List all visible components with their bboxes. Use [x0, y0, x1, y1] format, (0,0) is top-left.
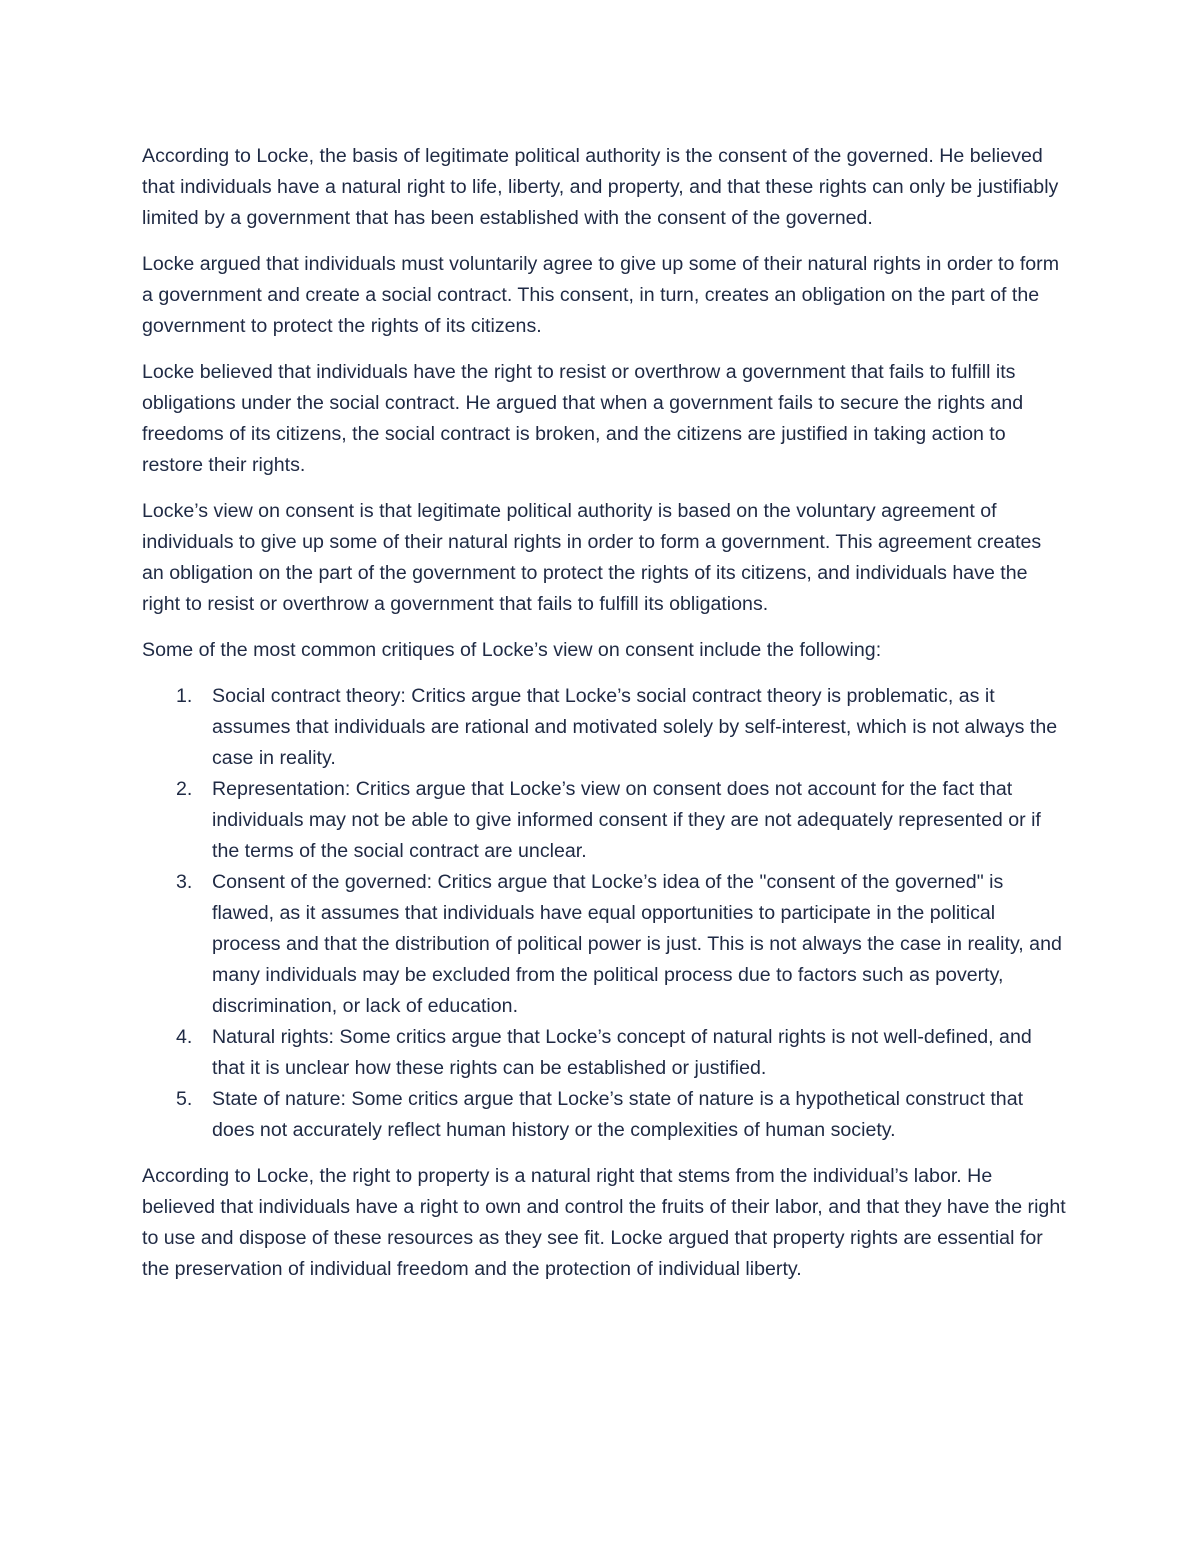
list-item: [142, 867, 1067, 1022]
list-item-number: 4.: [176, 1026, 193, 1048]
list-item: [142, 774, 1067, 867]
list-item-text: State of nature: Some critics argue that Locke’s state of nature is a hypothetical construct that does not accurately reflect human history or the complexities of human society.: [212, 1088, 1024, 1141]
list-item: [142, 681, 1067, 774]
list-item: [142, 1084, 1067, 1146]
list-item-number: 1.: [176, 685, 193, 707]
paragraph-property-right: According to Locke, the right to property is a natural right that stems from the individual’s labor. He believed that individuals have a right to own and control the fruits of their labor, and that they have the right to use and dispose of these resources as they see fit. Locke argued that property rights are essential for the preservation of individual freedom and the protection of individual liberty.: [142, 1165, 1066, 1280]
paragraph-view-on-consent: Locke’s view on consent is that legitimate political authority is based on the voluntary agreement of individuals to give up some of their natural rights in order to form a government. This agreement creates an obligation on the part of the government to protect the rights of its citizens, and individuals have the right to resist or overthrow a government that fails to fulfill its obligations.: [142, 500, 1042, 615]
critiques-list: [142, 681, 1067, 1146]
list-item-number: 3.: [176, 871, 193, 893]
paragraph-right-to-resist: Locke believed that individuals have the right to resist or overthrow a government that fails to fulfill its obligations under the social contract. He argued that when a government fails to secure the rights and freedoms of its citizens, the social contract is broken, and the citizens are justified in taking action to restore their rights.: [142, 361, 1024, 476]
list-item: [142, 1022, 1067, 1084]
list-item-text: Representation: Critics argue that Locke’s view on consent does not account for the fact that individuals may not be able to give informed consent if they are not adequately represented or if the terms of the social contract are unclear.: [212, 778, 1041, 862]
paragraph-social-contract: Locke argued that individuals must voluntarily agree to give up some of their natural rights in order to form a government and create a social contract. This consent, in turn, creates an obligation on the part of the government to protect the rights of its citizens.: [142, 253, 1060, 337]
list-item-number: 2.: [176, 778, 193, 800]
list-item-text: Social contract theory: Critics argue that Locke’s social contract theory is problematic, as it assumes that individuals are rational and motivated solely by self-interest, which is not always the case in reality.: [212, 685, 1058, 769]
list-item-number: 5.: [176, 1088, 193, 1110]
document-body: [142, 141, 1067, 1300]
paragraph-critiques-intro: Some of the most common critiques of Locke’s view on consent include the following:: [142, 639, 882, 661]
paragraph-consent-basis: According to Locke, the basis of legitimate political authority is the consent of the governed. He believed that individuals have a natural right to life, liberty, and property, and that these rights can only be justifiably limited by a government that has been established with the consent of the governed.: [142, 145, 1059, 229]
list-item-text: Natural rights: Some critics argue that Locke’s concept of natural rights is not well-defined, and that it is unclear how these rights can be established or justified.: [212, 1026, 1032, 1079]
list-item-text: Consent of the governed: Critics argue that Locke’s idea of the "consent of the governed" is flawed, as it assumes that individuals have equal opportunities to participate in the political process and that the distribution of political power is just. This is not always the case in reality, and many individuals may be excluded from the political process due to factors such as poverty, discrimination, or lack of education.: [212, 871, 1062, 1017]
